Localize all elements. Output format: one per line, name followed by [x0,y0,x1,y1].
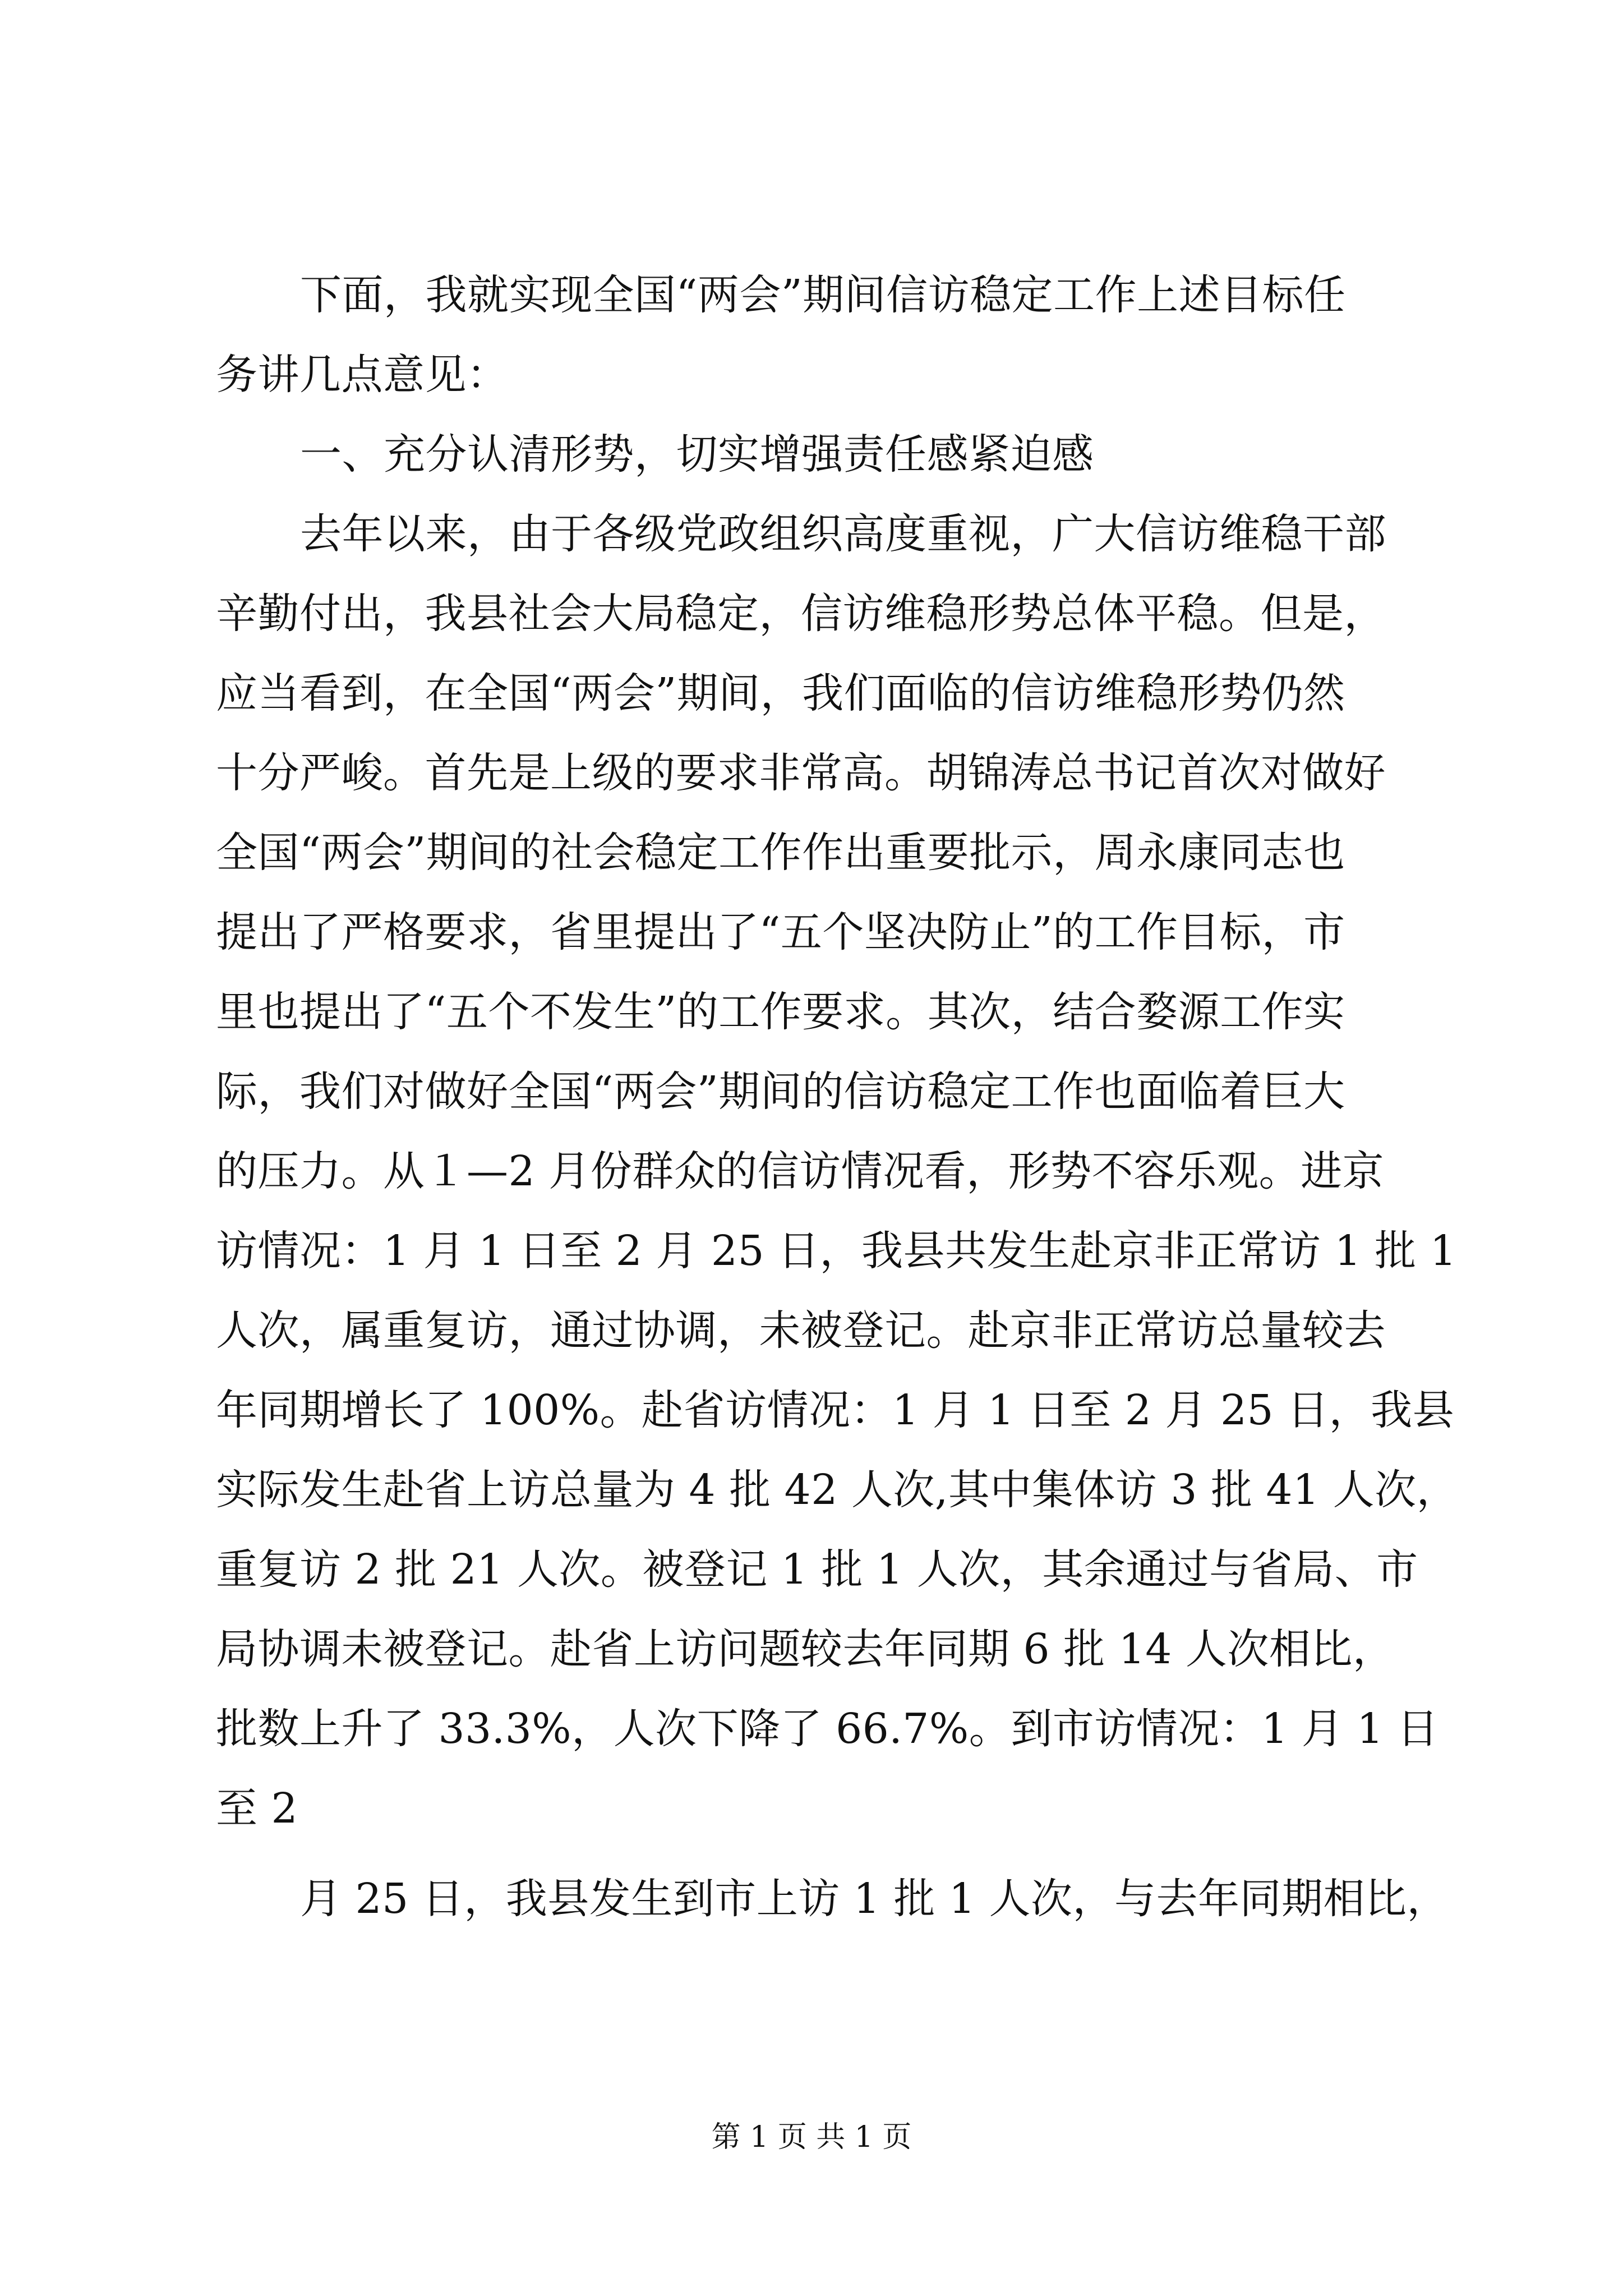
page-footer: 第 1 页 共 1 页 [711,2120,912,2154]
text-line: 人次，属重复访，通过协调，未被登记。赴京非正常访总量较去 [216,1306,1386,1355]
text-line: 至 2 [216,1784,298,1833]
text-line: 应当看到，在全国“两会”期间，我们面临的信访维稳形势仍然 [216,669,1345,717]
text-line: 局协调未被登记。赴省上访问题较去年同期 6 批 14 人次相比， [216,1625,1395,1673]
text-line: 辛勤付出，我县社会大局稳定，信访维稳形势总体平稳。但是， [216,590,1386,638]
text-line: 的压力。从１—2 月份群众的信访情况看，形势不容乐观。进京 [216,1147,1385,1195]
text-line: 提出了严格要求，省里提出了“五个坚决防止”的工作目标，市 [216,908,1345,956]
document-body [216,255,1459,1939]
text-line: 下面，我就实现全国“两会”期间信访稳定工作上述目标任 [300,271,1346,319]
text-line: 一、充分认清形势，切实增强责任感紧迫感 [300,430,1094,478]
text-line: 访情况：1 月 1 日至 2 月 25 日，我县共发生赴京非正常访 1 批 1 [216,1227,1457,1275]
text-line: 实际发生赴省上访总量为 4 批 42 人次,其中集体访 3 批 41 人次， [216,1466,1459,1514]
text-line: 月 25 日，我县发生到市上访 1 批 1 人次，与去年同期相比， [300,1875,1449,1923]
text-line: 际，我们对做好全国“两会”期间的信访稳定工作也面临着巨大 [216,1068,1345,1116]
text-line: 十分严峻。首先是上级的要求非常高。胡锦涛总书记首次对做好 [216,749,1386,797]
text-line: 务讲几点意见： [216,351,509,399]
text-line: 年同期增长了 100%。赴省访情况：1 月 1 日至 2 月 25 日，我县 [216,1386,1455,1434]
text-line: 全国“两会”期间的社会稳定工作作出重要批示，周永康同志也 [216,829,1345,877]
text-line: 里也提出了“五个不发生”的工作要求。其次，结合婺源工作实 [216,988,1345,1036]
text-line: 批数上升了 33.3%，人次下降了 66.7%。到市访情况：1 月 1 日 [216,1705,1439,1753]
text-line: 去年以来，由于各级党政组织高度重视，广大信访维稳干部 [300,510,1386,558]
text-line: 重复访 2 批 21 人次。被登记 1 批 1 人次，其余通过与省局、市 [216,1545,1418,1594]
